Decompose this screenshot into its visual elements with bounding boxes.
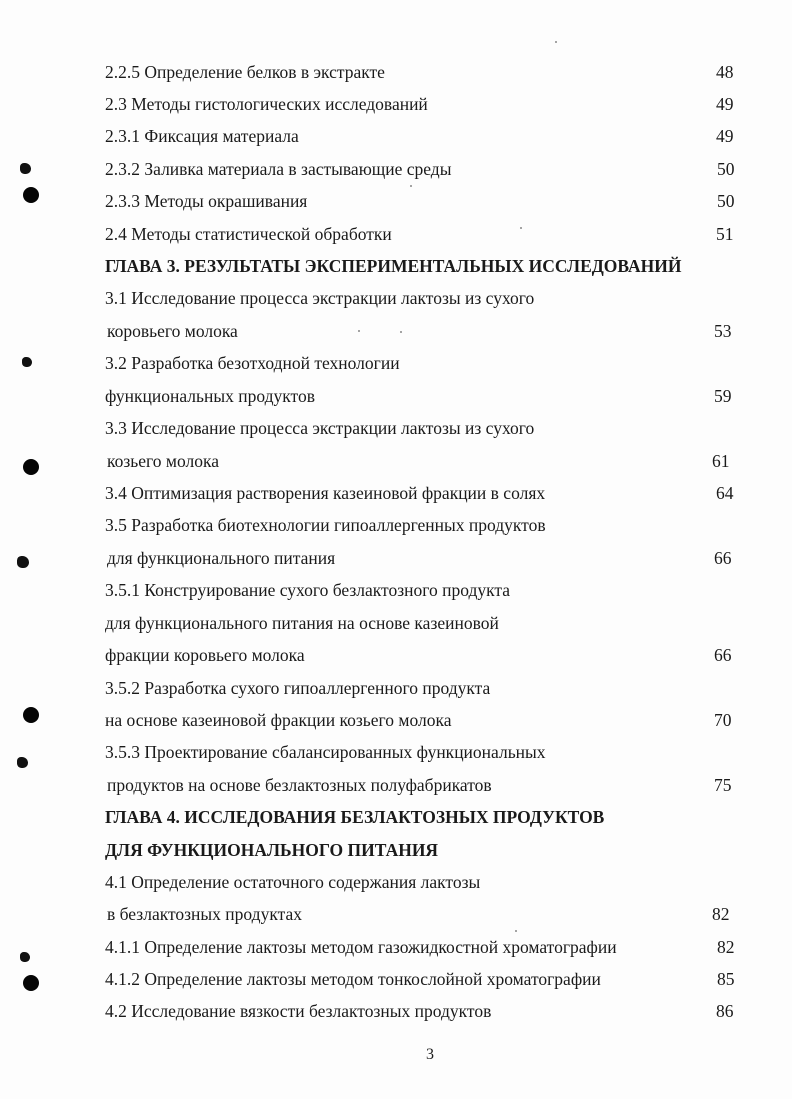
toc-entry-title: 2.3.2 Заливка материала в застывающие среды: [105, 159, 452, 179]
toc-entry-title: 3.5 Разработка биотехнологии гипоаллергенных продуктов: [105, 515, 546, 535]
toc-entry-page: 50: [717, 159, 735, 179]
toc-entry-page: 51: [716, 224, 734, 244]
toc-entry: [0, 965, 792, 993]
toc-entry: [0, 771, 792, 799]
toc-entry: [0, 284, 792, 312]
toc-entry: [0, 187, 792, 215]
chapter-heading-title: ДЛЯ ФУНКЦИОНАЛЬНОГО ПИТАНИЯ: [105, 840, 439, 860]
toc-entry-page: 50: [717, 191, 735, 211]
toc-entry-title: в безлактозных продуктах: [107, 904, 302, 924]
toc-entry-title: 3.5.3 Проектирование сбалансированных функциональных: [105, 742, 546, 762]
toc-entry-page: 53: [714, 321, 732, 341]
toc-entry: [0, 868, 792, 896]
page-number: 3: [426, 1046, 434, 1063]
toc-entry: [0, 220, 792, 248]
toc-entry: [0, 900, 792, 928]
toc-entry-page: 66: [714, 645, 732, 665]
toc-entry-page: 82: [712, 904, 730, 924]
toc-entry-title: для функционального питания на основе казеиновой: [105, 613, 499, 633]
toc-entry: [0, 90, 792, 118]
toc-entry-title: 3.1 Исследование процесса экстракции лактозы из сухого: [105, 288, 535, 308]
toc-entry: [0, 414, 792, 442]
toc-entry-title: 3.3 Исследование процесса экстракции лактозы из сухого: [105, 418, 535, 438]
toc-entry: [0, 576, 792, 604]
chapter-heading: [0, 803, 792, 831]
toc-entry-page: 48: [716, 62, 734, 82]
toc-entry-title: 2.2.5 Определение белков в экстракте: [105, 62, 385, 82]
toc-entry: [0, 382, 792, 410]
toc-entry-title: 3.5.1 Конструирование сухого безлактозного продукта: [105, 580, 511, 600]
toc-entry-page: 49: [716, 94, 734, 114]
toc-entry: [0, 706, 792, 734]
toc-entry-title: коровьего молока: [107, 321, 238, 341]
toc-entry: [0, 933, 792, 961]
toc-entry-title: на основе казеиновой фракции козьего молока: [105, 710, 452, 730]
toc-entry-title: 2.4 Методы статистической обработки: [105, 224, 392, 244]
toc-entry-page: 85: [717, 969, 735, 989]
toc-entry-title: 3.2 Разработка безотходной технологии: [105, 353, 400, 373]
toc-entry-page: 66: [714, 548, 732, 568]
toc-entry-title: 2.3.3 Методы окрашивания: [105, 191, 308, 211]
toc-entry-page: 64: [716, 483, 734, 503]
toc-entry: [0, 544, 792, 572]
scan-dust: [515, 930, 517, 932]
toc-entry: [0, 479, 792, 507]
toc-entry-page: 61: [712, 451, 730, 471]
toc-entry-title: 4.1.1 Определение лактозы методом газожидкостной хроматографии: [105, 937, 617, 957]
toc-entry: [0, 674, 792, 702]
toc-entry-title: фракции коровьего молока: [105, 645, 305, 665]
toc-entry-title: продуктов на основе безлактозных полуфабрикатов: [107, 775, 492, 795]
toc-entry: [0, 349, 792, 377]
toc-entry-title: для функционального питания: [107, 548, 336, 568]
toc-entry-page: 86: [716, 1001, 734, 1021]
chapter-heading: [0, 836, 792, 864]
toc-entry: [0, 609, 792, 637]
chapter-heading-title: ГЛАВА 4. ИССЛЕДОВАНИЯ БЕЗЛАКТОЗНЫХ ПРОДУКТОВ: [105, 807, 605, 827]
scan-dust: [555, 41, 557, 43]
toc-entry: [0, 738, 792, 766]
toc-entry: [0, 317, 792, 345]
toc-entry-title: козьего молока: [107, 451, 219, 471]
toc-entry-page: 75: [714, 775, 732, 795]
toc-entry-title: 2.3.1 Фиксация материала: [105, 126, 299, 146]
toc-entry-title: 2.3 Методы гистологических исследований: [105, 94, 428, 114]
toc-entry-title: 3.5.2 Разработка сухого гипоаллергенного продукта: [105, 678, 491, 698]
toc-entry: [0, 58, 792, 86]
toc-entry: [0, 511, 792, 539]
toc-entry: [0, 122, 792, 150]
toc-entry-title: 4.1 Определение остаточного содержания лактозы: [105, 872, 481, 892]
toc-entry: [0, 997, 792, 1025]
toc-entry-title: функциональных продуктов: [105, 386, 315, 406]
toc-entry: [0, 447, 792, 475]
toc-entry-page: 49: [716, 126, 734, 146]
toc-entry-title: 4.2 Исследование вязкости безлактозных продуктов: [105, 1001, 492, 1021]
toc-entry-title: 3.4 Оптимизация растворения казеиновой фракции в солях: [105, 483, 546, 503]
chapter-heading: [0, 252, 792, 280]
toc-entry: [0, 155, 792, 183]
toc-entry-page: 82: [717, 937, 735, 957]
chapter-heading-title: ГЛАВА 3. РЕЗУЛЬТАТЫ ЭКСПЕРИМЕНТАЛЬНЫХ ИССЛЕДОВАНИЙ: [105, 256, 682, 276]
toc-entry: [0, 641, 792, 669]
toc-entry-title: 4.1.2 Определение лактозы методом тонкослойной хроматографии: [105, 969, 601, 989]
toc-entry-page: 70: [714, 710, 732, 730]
toc-entry-page: 59: [714, 386, 732, 406]
